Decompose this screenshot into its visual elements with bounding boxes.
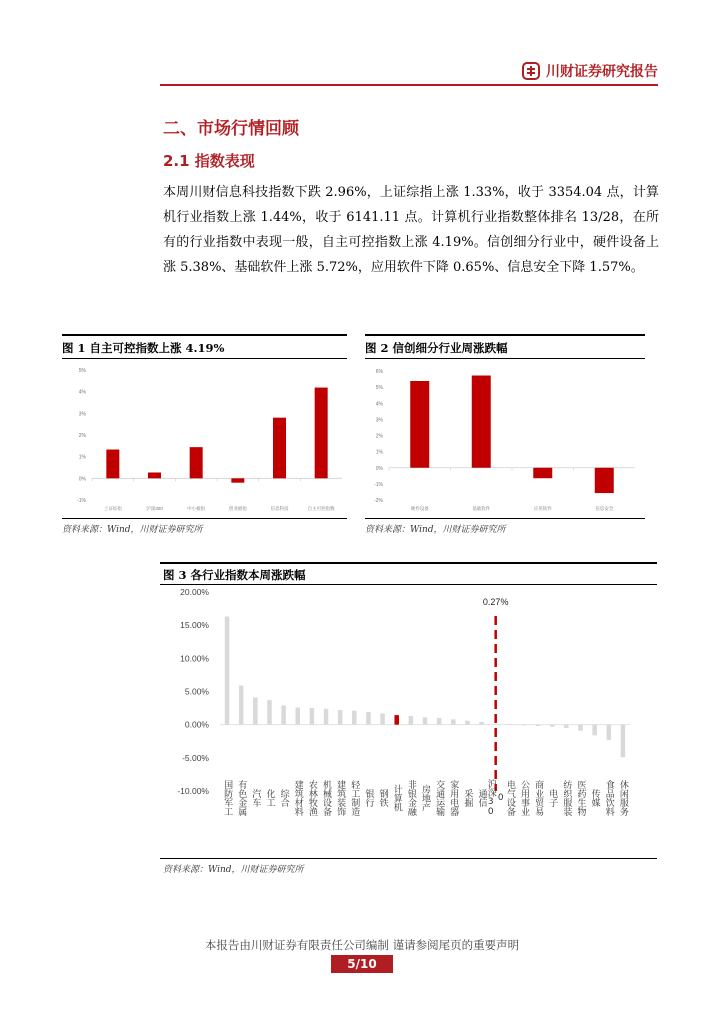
y-tick-label: 1%	[375, 449, 383, 456]
bar-硬件设备	[410, 381, 429, 468]
bar-基础软件	[472, 376, 491, 468]
y-tick-label: -1%	[374, 481, 383, 488]
brand-name: 川财证券研究报告	[546, 64, 658, 80]
x-tick-label: 机械设备	[321, 780, 332, 816]
header-rule	[160, 84, 658, 86]
bar-商业贸易	[536, 725, 541, 726]
bar-机械设备	[324, 709, 329, 725]
fig3-bottom-rule	[160, 858, 657, 859]
bar-交通运输	[437, 718, 442, 725]
x-tick-label: 农林牧渔	[306, 780, 317, 816]
x-tick-label: 信息安全	[595, 506, 614, 511]
x-tick-label: 银行	[363, 789, 374, 807]
x-tick-label: 通信	[476, 789, 487, 807]
bar-中小板指	[190, 447, 203, 478]
bar-食品饮料	[607, 725, 612, 740]
x-tick-label: 纺织服装	[561, 780, 572, 816]
bar-传媒	[592, 725, 597, 736]
brand-logo-icon	[522, 62, 540, 80]
x-tick-label: 计算机	[391, 784, 402, 812]
fig2-bottom-rule	[365, 518, 645, 519]
fig3-source: 资料来源：Wind，川财证券研究所	[163, 865, 304, 875]
bar-休闲服务	[621, 725, 626, 758]
fig3-chart	[160, 586, 657, 856]
reference-annotation: 0.27%	[482, 597, 509, 607]
bar-应用软件	[533, 468, 552, 478]
section-title: 二、市场行情回顾	[163, 119, 299, 139]
x-tick-label: 基础软件	[472, 506, 491, 511]
footer-disclaimer: 本报告由川财证券有限责任公司编制 谨请参阅尾页的重要声明	[204, 938, 520, 952]
x-tick-label: 信息科技	[270, 506, 289, 511]
bar-自主可控指数	[315, 388, 328, 479]
x-tick-label: 传媒	[589, 789, 600, 807]
bar-公用事业	[522, 725, 527, 726]
bar-非银金融	[409, 716, 414, 725]
fig1-bottom-rule	[62, 518, 347, 519]
fig1-chart	[62, 362, 347, 517]
header-brand	[522, 60, 658, 82]
bar-家用电器	[451, 719, 456, 724]
bar-汽车	[253, 697, 258, 724]
bar-上证综指	[106, 450, 119, 479]
x-tick-label: 公用事业	[518, 780, 529, 816]
x-tick-label: 国防军工	[222, 780, 233, 816]
bar-电子	[550, 725, 555, 727]
y-tick-label: 0%	[78, 476, 86, 483]
body-paragraph: 本周川财信息科技指数下跌 2.96%，上证综指上涨 1.33%，收于 3354.04 点，计算机行业指数上涨 1.44%，收于 6141.11 点。计算机行业指数整体排名 13/28，在所有的行业指数中表现一般，自主可控指数上涨 4.19%。信创细分行业中，硬件设备上涨 5.38%、基础软件上涨 5.72%，应用软件下降 0.65%、信息安全下降 1.57%。	[163, 185, 659, 275]
x-tick-label: 轻工制造	[349, 780, 360, 816]
y-tick-label: 20.00%	[180, 587, 209, 597]
x-tick-label: 交通运输	[434, 780, 445, 816]
x-tick-label: 汽车	[250, 789, 261, 807]
x-tick-label: 医药生物	[575, 780, 586, 816]
fig3-top-rule	[160, 562, 657, 564]
bar-钢铁	[380, 713, 385, 724]
x-tick-label: 综合	[278, 789, 289, 807]
fig1-top-rule	[62, 334, 347, 336]
y-tick-label: 0%	[375, 465, 383, 472]
y-tick-label: 5.00%	[184, 686, 209, 697]
x-tick-label: 休闲服务	[617, 780, 628, 816]
bar-采掘	[465, 721, 470, 725]
bar-国防军工	[225, 617, 230, 725]
subsection-title: 2.1 指数表现	[163, 152, 255, 170]
bar-建筑装饰	[338, 710, 343, 725]
x-tick-label: 沪深30	[485, 779, 496, 817]
bar-通信	[479, 722, 484, 725]
x-tick-label: 0	[495, 793, 506, 803]
bar-农林牧渔	[310, 708, 315, 725]
bar-有色金属	[239, 686, 244, 725]
y-tick-label: 6%	[375, 369, 383, 375]
x-tick-label: 家用电器	[448, 780, 459, 816]
y-tick-label: 15.00%	[180, 620, 209, 631]
bar-综合	[281, 705, 286, 724]
bar-轻工制造	[352, 711, 357, 725]
y-tick-label: -5.00%	[182, 752, 209, 763]
fig2-title-rule	[365, 358, 645, 359]
y-tick-label: -2%	[374, 498, 383, 504]
y-tick-label: 2%	[375, 433, 383, 440]
fig3-title: 图 3 各行业指数本周涨跌幅	[163, 568, 306, 582]
x-tick-label: 商业贸易	[533, 780, 544, 816]
y-tick-label: 2%	[78, 433, 86, 439]
x-tick-label: 建筑材料	[292, 780, 303, 816]
x-tick-label: 上证综指	[103, 506, 122, 511]
bar-信息安全	[595, 468, 614, 493]
bar-电气设备	[508, 724, 513, 725]
x-tick-label: 非银金融	[405, 780, 416, 816]
x-tick-label: 创业板指	[228, 506, 247, 511]
y-tick-label: 4%	[375, 401, 383, 408]
x-tick-label: 房地产	[420, 784, 430, 812]
bar-建筑材料	[296, 707, 301, 724]
fig2-source: 资料来源：Wind，川财证券研究所	[365, 525, 506, 535]
x-tick-label: 沪深300	[146, 506, 163, 511]
x-tick-label: 自主可控指数	[307, 506, 335, 511]
x-tick-label: 食品饮料	[603, 780, 614, 816]
x-tick-label: 采掘	[462, 789, 473, 807]
y-tick-label: -10.00%	[177, 786, 209, 796]
y-tick-label: 3%	[78, 411, 86, 418]
bar-纺织服装	[564, 725, 569, 728]
bar-化工	[267, 700, 272, 725]
y-tick-label: 0.00%	[184, 719, 209, 730]
bar-信息科技	[273, 418, 286, 479]
x-tick-label: 应用软件	[533, 506, 552, 511]
y-tick-label: -1%	[77, 498, 86, 504]
bar-医药生物	[578, 725, 583, 731]
page-number: 5/10	[331, 955, 393, 973]
fig1-title-rule	[62, 358, 347, 359]
x-tick-label: 电子	[547, 789, 558, 807]
fig1-source: 资料来源：Wind，川财证券研究所	[62, 525, 203, 535]
x-tick-label: 钢铁	[377, 789, 388, 807]
bar-沪深300	[148, 472, 161, 478]
y-tick-label: 3%	[375, 417, 383, 424]
x-tick-label: 电气设备	[504, 780, 515, 816]
bar-银行	[366, 712, 371, 725]
y-tick-label: 1%	[78, 454, 86, 461]
x-tick-label: 建筑装饰	[335, 780, 346, 816]
fig3-title-rule	[160, 584, 657, 585]
bar-创业板指	[231, 478, 244, 482]
bar-计算机	[394, 715, 399, 725]
fig1-title: 图 1 自主可控指数上涨 4.19%	[62, 341, 225, 355]
fig2-chart	[365, 362, 645, 517]
y-tick-label: 4%	[78, 389, 86, 396]
x-tick-label: 中小板指	[187, 506, 206, 511]
fig2-top-rule	[365, 334, 645, 336]
y-tick-label: 5%	[375, 385, 383, 392]
x-tick-label: 有色金属	[236, 780, 247, 816]
bar-房地产	[423, 717, 428, 724]
fig2-title: 图 2 信创细分行业周涨跌幅	[365, 341, 508, 355]
x-tick-label: 硬件设备	[410, 506, 429, 511]
y-tick-label: 5%	[78, 368, 86, 374]
y-tick-label: 10.00%	[180, 653, 209, 664]
x-tick-label: 化工	[264, 789, 275, 807]
